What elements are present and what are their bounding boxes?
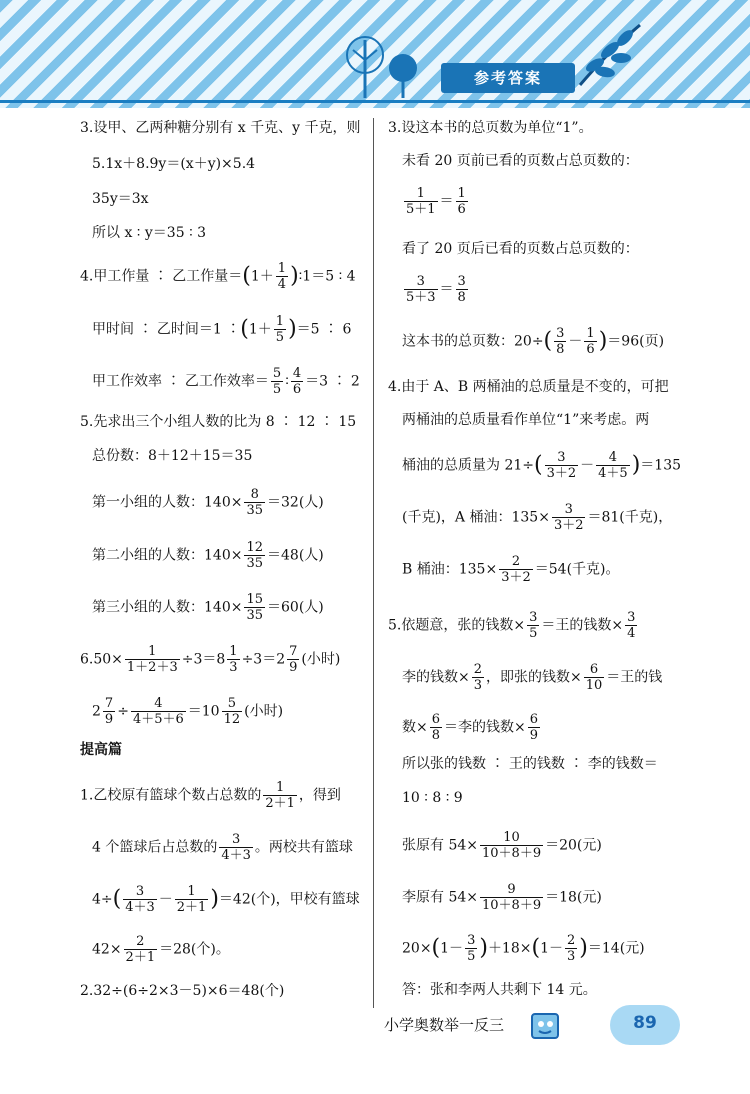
text: ∶1＝5 ∶ 4 bbox=[298, 268, 356, 285]
fraction: $\frac{7}{9}$ bbox=[104, 696, 114, 727]
text: (千克)，A 桶油：135× bbox=[402, 509, 550, 526]
text: ＝135 bbox=[640, 457, 682, 474]
text-line: 所以 x ∶ y＝35 ∶ 3 bbox=[92, 225, 207, 241]
math-line bbox=[92, 592, 324, 623]
math-line bbox=[92, 366, 360, 397]
book-title: 小学奥数举一反三 bbox=[384, 1016, 505, 1034]
fraction: $\frac{3}{3+2}$ bbox=[553, 502, 584, 533]
text: ＋18× bbox=[487, 940, 532, 957]
text-line: 35y＝3x bbox=[92, 191, 149, 207]
text: 1－ bbox=[540, 940, 563, 957]
text: 1－ bbox=[440, 940, 464, 957]
text: 李的钱数× bbox=[402, 669, 470, 686]
text: B 桶油：135× bbox=[402, 561, 498, 578]
fraction: $\frac{1}{1+2+3}$ bbox=[126, 644, 178, 675]
text-line: 3.设甲、乙两种糖分别有 x 千克、y 千克，则 bbox=[80, 120, 361, 136]
math-line: 这本书的总页数：20÷( $\frac{3}{8}$ － $\frac{1}{6}$ )＝96(页) bbox=[402, 326, 665, 357]
math-line bbox=[402, 186, 470, 217]
text-line: 3.设这本书的总页数为单位“1”。 bbox=[388, 120, 593, 136]
fraction: $\frac{10}{10+8+9}$ bbox=[482, 830, 542, 861]
fraction: $\frac{2}{2+1}$ bbox=[125, 934, 156, 965]
math-line bbox=[402, 882, 602, 913]
text: － bbox=[568, 333, 583, 350]
text-line: 答：张和李两人共剩下 14 元。 bbox=[402, 982, 597, 998]
text: ∶ bbox=[285, 373, 289, 390]
text: 2 bbox=[92, 703, 101, 720]
fraction: $\frac{4}{4+5+6}$ bbox=[132, 696, 184, 727]
text: 1＋ bbox=[250, 268, 274, 285]
text: ，即张的钱数× bbox=[486, 669, 582, 686]
text: ÷3＝2 bbox=[241, 651, 286, 668]
fraction: $\frac{1}{3}$ bbox=[229, 644, 238, 675]
text: ÷ bbox=[117, 703, 129, 720]
fraction: $\frac{3}{4+3}$ bbox=[125, 884, 155, 915]
fraction: $\frac{6}{8}$ bbox=[431, 712, 441, 743]
fraction: $\frac{3}{5}$ bbox=[529, 610, 538, 641]
text: 1.乙校原有篮球个数占总数的 bbox=[80, 787, 262, 804]
fraction: $\frac{2}{3}$ bbox=[567, 933, 576, 964]
text: ＝54(千克)。 bbox=[534, 561, 620, 578]
text: ＝ bbox=[439, 193, 454, 210]
text: ＝81(千克)， bbox=[587, 509, 673, 526]
text-line: 看了 20 页后已看的页数占总页数的： bbox=[402, 241, 639, 257]
fraction: $\frac{1}{2+1}$ bbox=[176, 884, 207, 915]
math-line: 甲时间 ∶ 乙时间＝1 ∶(1＋ $\frac{1}{5}$ )＝5 ∶ 6 bbox=[92, 314, 352, 345]
text: ＝5 ∶ 6 bbox=[296, 321, 352, 338]
text: 第三小组的人数：140× bbox=[92, 599, 243, 616]
math-line bbox=[80, 644, 340, 675]
text: ＝18(元) bbox=[545, 889, 602, 906]
text: 5.依题意，张的钱数× bbox=[388, 617, 526, 634]
fraction: $\frac{2}{3}$ bbox=[473, 662, 483, 693]
math-line bbox=[92, 696, 283, 727]
fraction: $\frac{4}{6}$ bbox=[292, 366, 302, 397]
text: ＝14(元) bbox=[587, 940, 645, 957]
math-line bbox=[402, 712, 542, 743]
header-rule bbox=[0, 100, 750, 103]
fraction: $\frac{15}{35}$ bbox=[246, 592, 263, 623]
text: ，得到 bbox=[298, 787, 341, 804]
text: ＝10 bbox=[187, 703, 220, 720]
fraction: $\frac{3}{3+2}$ bbox=[546, 450, 577, 481]
text-line: 4.由于 A、B 两桶油的总质量是不变的，可把 bbox=[388, 379, 669, 395]
text: ＝48(人) bbox=[267, 547, 324, 564]
text: ÷3＝8 bbox=[181, 651, 226, 668]
page-header bbox=[0, 0, 750, 108]
fraction: $\frac{8}{35}$ bbox=[246, 487, 263, 518]
fraction: $\frac{6}{10}$ bbox=[585, 662, 603, 693]
text: ＝李的钱数× bbox=[444, 719, 526, 736]
text: ＝28(个)。 bbox=[159, 941, 230, 958]
math-line bbox=[402, 662, 662, 693]
tree-icon bbox=[335, 30, 425, 100]
text: 。两校共有篮球 bbox=[254, 839, 353, 856]
math-line bbox=[92, 540, 324, 571]
leaf-icon bbox=[575, 20, 645, 90]
fraction: $\frac{1}{4}$ bbox=[277, 261, 287, 292]
text: 李原有 54× bbox=[402, 889, 478, 906]
text: 42× bbox=[92, 941, 122, 958]
fraction: $\frac{1}{5}$ bbox=[275, 314, 285, 345]
text: ＝42(个)，甲校有篮球 bbox=[218, 891, 360, 908]
page-number: 89 bbox=[610, 1005, 680, 1045]
math-line bbox=[80, 780, 341, 811]
answer-badge: 参考答案 bbox=[441, 63, 575, 93]
text: (小时) bbox=[301, 651, 341, 668]
fraction: $\frac{1}{2+1}$ bbox=[265, 780, 295, 811]
math-line: 20×(1－ $\frac{3}{5}$ )＋18×(1－ $\frac{2}{3}$ )＝14(元) bbox=[402, 933, 645, 964]
fraction: $\frac{5}{5}$ bbox=[272, 366, 282, 397]
math-line bbox=[92, 487, 324, 518]
text: ＝王的钱 bbox=[606, 669, 663, 686]
text: 20× bbox=[402, 940, 432, 957]
text: (小时) bbox=[244, 703, 284, 720]
text: 1＋ bbox=[248, 321, 272, 338]
fraction: $\frac{5}{12}$ bbox=[223, 696, 241, 727]
text: 这本书的总页数：20÷ bbox=[402, 333, 544, 350]
text: 甲工作效率 ∶ 乙工作效率＝ bbox=[92, 373, 269, 390]
math-line bbox=[402, 554, 620, 585]
column-divider bbox=[373, 118, 374, 1008]
math-line bbox=[402, 830, 602, 861]
text-line: 10 ∶ 8 ∶ 9 bbox=[402, 790, 463, 806]
fraction: $\frac{3}{8}$ bbox=[556, 326, 565, 357]
text-line: 2.32÷(6÷2×3－5)×6＝48(个) bbox=[80, 983, 285, 999]
text: 甲时间 ∶ 乙时间＝1 ∶ bbox=[92, 321, 241, 338]
fraction: $\frac{3}{5}$ bbox=[467, 933, 476, 964]
text: 6.50× bbox=[80, 651, 123, 668]
text-line: 所以张的钱数 ∶ 王的钱数 ∶ 李的钱数＝ bbox=[402, 756, 658, 772]
text: 数× bbox=[402, 719, 428, 736]
text-line: 5.1x＋8.9y＝(x＋y)×5.4 bbox=[92, 156, 256, 172]
text: 张原有 54× bbox=[402, 837, 478, 854]
fraction: $\frac{1}{5+1}$ bbox=[406, 186, 436, 217]
section-title: 提高篇 bbox=[80, 742, 122, 758]
fraction: $\frac{3}{4}$ bbox=[627, 610, 636, 641]
fraction: $\frac{3}{8}$ bbox=[457, 274, 466, 305]
math-line bbox=[402, 502, 672, 533]
text: ＝3 ∶ 2 bbox=[305, 373, 360, 390]
text-line: 两桶油的总质量看作单位“1”来考虑。两 bbox=[402, 412, 650, 428]
text: ＝20(元) bbox=[545, 837, 602, 854]
fraction: $\frac{12}{35}$ bbox=[246, 540, 263, 571]
text: 4÷ bbox=[92, 891, 113, 908]
text: ＝32(人) bbox=[267, 494, 324, 511]
math-line bbox=[92, 832, 353, 863]
math-line: 4.甲工作量 ∶ 乙工作量＝(1＋ $\frac{1}{4}$ )∶1＝5 ∶ 4 bbox=[80, 261, 356, 292]
text: 第一小组的人数：140× bbox=[92, 494, 243, 511]
text: 桶油的总质量为 21÷ bbox=[402, 457, 534, 474]
fraction: $\frac{3}{4+3}$ bbox=[221, 832, 251, 863]
fraction: $\frac{3}{5+3}$ bbox=[406, 274, 436, 305]
text-line: 未看 20 页前已看的页数占总页数的： bbox=[402, 153, 639, 169]
math-line: 4÷( $\frac{3}{4+3}$ － $\frac{1}{2+1}$ )＝42(个)，甲校有篮球 bbox=[92, 884, 360, 915]
text: ＝王的钱数× bbox=[541, 617, 624, 634]
fraction: $\frac{4}{4+5}$ bbox=[598, 450, 628, 481]
text: － bbox=[580, 457, 595, 474]
fraction: $\frac{2}{3+2}$ bbox=[501, 554, 531, 585]
text-line: 总份数：8＋12＋15＝35 bbox=[92, 448, 253, 464]
text: 4.甲工作量 ∶ 乙工作量＝ bbox=[80, 268, 243, 285]
math-line bbox=[388, 610, 639, 641]
text-line: 5.先求出三个小组人数的比为 8 ∶ 12 ∶ 15 bbox=[80, 414, 357, 430]
text: 第二小组的人数：140× bbox=[92, 547, 243, 564]
fraction: $\frac{9}{10+8+9}$ bbox=[482, 882, 542, 913]
math-line: 桶油的总质量为 21÷( $\frac{3}{3+2}$ － $\frac{4}{4+5}$ )＝135 bbox=[402, 450, 682, 481]
text: 4 个篮球后占总数的 bbox=[92, 839, 218, 856]
text: ＝60(人) bbox=[267, 599, 324, 616]
math-line bbox=[92, 934, 230, 965]
fraction: $\frac{7}{9}$ bbox=[289, 644, 298, 675]
fraction: $\frac{1}{6}$ bbox=[457, 186, 466, 217]
fraction: $\frac{6}{9}$ bbox=[529, 712, 539, 743]
text: ＝ bbox=[439, 281, 454, 298]
math-line bbox=[402, 274, 470, 305]
text: ＝96(页) bbox=[607, 333, 665, 350]
fraction: $\frac{1}{6}$ bbox=[586, 326, 595, 357]
book-mascot-icon bbox=[528, 1006, 564, 1042]
